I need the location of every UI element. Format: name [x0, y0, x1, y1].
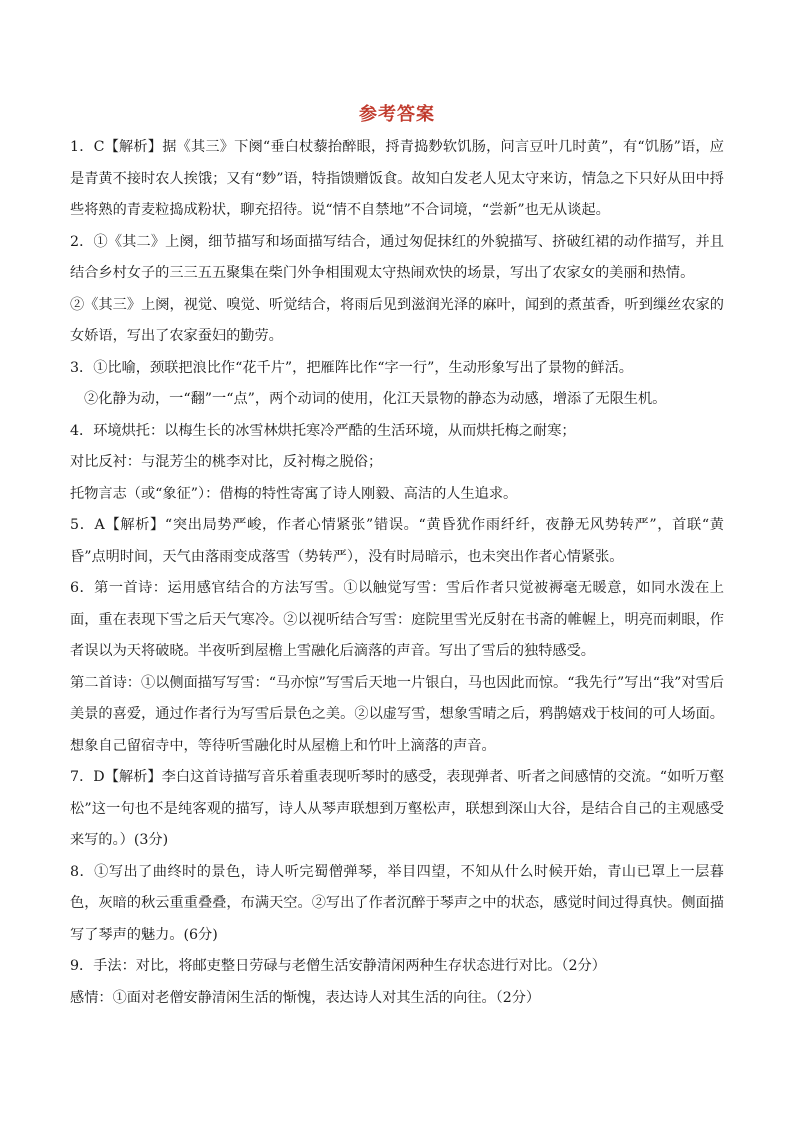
- answer-q3-part1: 3．①比喻，颈联把浪比作“花千片”，把雁阵比作“字一行”，生动形象写出了景物的鲜活。: [70, 359, 633, 376]
- answer-q5: 5．A【解析】“突出局势严峻，作者心情紧张”错误。“黄昏犹作雨纤纤，夜静无风势转严”，首联“黄昏”点明时间，天气由落雨变成落雪（势转严），没有时局暗示，也未突出作者心情紧张。: [70, 517, 724, 565]
- answer-q4-part2: 对比反衬：与混芳尘的桃李对比，反衬梅之脱俗；: [70, 454, 383, 470]
- answer-q9-part2: 感情：①面对老僧安静清闲生活的惭愧，表达诗人对其生活的向往。（2分）: [70, 989, 541, 1006]
- answer-q2-part2: ②《其三》上阕，视觉、嗅觉、听觉结合，将雨后见到滋润光泽的麻叶，闻到的煮茧香，听到缫丝农家的女娇语，写出了农家蚕妇的勤劳。: [70, 296, 724, 344]
- page-title: 参考答案: [359, 104, 435, 125]
- answer-q1: 1．C【解析】据《其三》下阕“垂白杖藜抬醉眼，捋青捣麨软饥肠，问言豆叶几时黄”，有“饥肠”语，应是青黄不接时农人挨饿；又有“麨”语，特指馈赠饭食。故知白发老人见太守来访，情急之下只好从田中捋些将熟的青麦粒捣成粉状，聊充招待。说“情不自禁地”不合词境，“尝新”也无从谈起。: [70, 139, 724, 218]
- answer-q4-part3: 托物言志（或“象征”）：借梅的特性寄寓了诗人刚毅、高洁的人生追求。: [70, 485, 518, 502]
- answer-q6-part2: 第二首诗：①以侧面描写写雪：“马亦惊”写雪后天地一片银白，马也因此而惊。“我先行”写出“我”对雪后美景的喜爱，通过作者行为写雪后景色之美。②以虚写雪，想象雪晴之后，鸦鹊嬉戏于枝间的可人场面。想象自己留宿寺中，等待听雪融化时从屋檐上和竹叶上滴落的声音。: [70, 674, 724, 754]
- answer-q8: 8．①写出了曲终时的景色，诗人听完蜀僧弹琴，举目四望，不知从什么时候开始，青山已罩上一层暮色，灰暗的秋云重重叠叠，布满天空。②写出了作者沉醉于琴声之中的状态，感觉时间过得真快。侧面描写了琴声的魅力。(6分): [70, 863, 724, 943]
- answer-q2-part1: 2．①《其二》上阕，细节描写和场面描写结合，通过匆促抹红的外貌描写、挤破红裙的动作描写，并且结合乡村女子的三三五五聚集在柴门外争相围观太守热闹欢快的场景，写出了农家女的美丽和热情。: [70, 233, 724, 281]
- answer-q9-part1: 9．手法：对比，将邮吏整日劳碌与老僧生活安静清闲两种生存状态进行对比。（2分）: [70, 958, 606, 974]
- answer-q6-part1: 6．第一首诗：运用感官结合的方法写雪。①以触觉写雪：雪后作者只觉被褥毫无暖意，如同水泼在上面，重在表现下雪之后天气寒冷。②以视听结合写雪：庭院里雪光反射在书斋的帷幄上，明亮而刺眼，作者误以为天将破晓。半夜听到屋檐上雪融化后滴落的声音。写出了雪后的独特感受。: [70, 580, 724, 659]
- answer-document: [70, 100, 724, 1014]
- answer-q4-part1: 4．环境烘托：以梅生长的冰雪林烘托寒冷严酷的生活环境，从而烘托梅之耐寒；: [70, 422, 576, 439]
- answer-q7: 7．D【解析】李白这首诗描写音乐着重表现听琴时的感受，表现弹者、听者之间感情的交流。“如听万壑松”这一句也不是纯客观的描写，诗人从琴声联想到万壑松声，联想到深山大谷，是结合自己的主观感受来写的。）(3分): [70, 769, 724, 848]
- answer-q3-part2: ②化静为动，一“翻”一“点”，两个动词的使用，化江天景物的静态为动感，增添了无限生机。: [84, 391, 667, 407]
